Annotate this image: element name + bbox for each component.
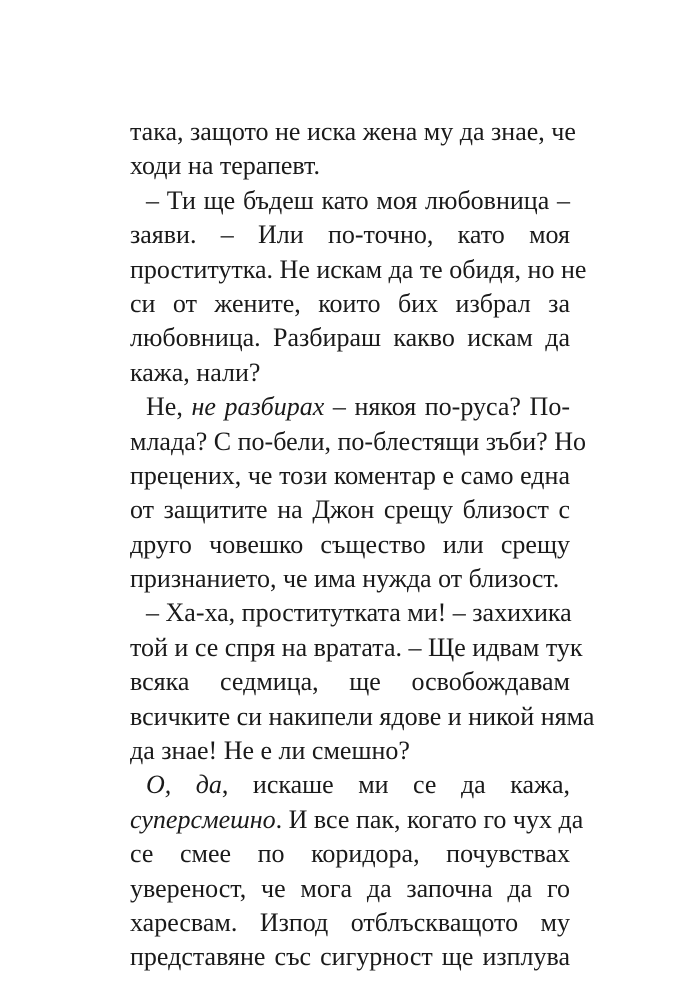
body-text: [130, 115, 595, 975]
text-line: [130, 425, 587, 459]
text-line: [130, 562, 570, 596]
text-run: друго човешко същество или срещу: [130, 529, 570, 559]
text-run: любовница. Разбираш какво искам да: [130, 323, 570, 353]
text-run: проститутка. Не искам да те обидя, но не: [130, 254, 587, 284]
text-run: – някоя по-руса? По-: [324, 392, 570, 422]
text-run: така, защото не иска жена му да знае, че: [130, 117, 576, 146]
text-line: [130, 184, 570, 218]
text-line: [130, 115, 576, 149]
text-run: – Ти ще бъдеш като моя любовница –: [146, 185, 570, 215]
text-run: той и се спря на вратата. – Ще идвам тук: [130, 632, 583, 662]
text-line: [130, 149, 570, 183]
text-line: [130, 837, 570, 871]
text-line: [130, 321, 570, 355]
text-run: всичките си накипели ядове и никой няма: [130, 701, 595, 731]
text-run: прецених, че този коментар е само една: [130, 460, 570, 490]
text-run: си от жените, които бих избрал за: [130, 288, 570, 318]
italic-text: О, да: [146, 770, 222, 800]
text-line: [130, 596, 570, 630]
text-line: [130, 493, 570, 527]
text-run: , искаше ми се да кажа,: [221, 770, 570, 800]
text-run: се смее по коридора, почувствах: [130, 839, 570, 869]
text-line: [130, 356, 570, 390]
text-line: [130, 253, 587, 287]
text-line: [130, 287, 570, 321]
text-run: от защитите на Джон срещу близост с: [130, 495, 570, 525]
italic-text: суперсмешно: [130, 804, 276, 834]
text-run: всяка седмица, ще освобождавам: [130, 667, 570, 697]
text-run: кажа, нали?: [130, 357, 261, 387]
text-run: млада? С по-бели, по-блестящи зъби? Но: [130, 426, 587, 456]
text-line: [130, 940, 570, 974]
text-run: харесвам. Изпод отблъскващото му: [130, 907, 570, 937]
text-run: да знае! Не е ли смешно?: [130, 736, 410, 766]
text-run: Не,: [146, 392, 192, 422]
text-line: [130, 768, 570, 802]
text-line: [130, 390, 570, 424]
text-run: ходи на терапевт.: [130, 151, 320, 181]
text-line: [130, 631, 583, 665]
text-run: – Ха-ха, проститутката ми! – захихика: [146, 598, 572, 628]
text-run: представяне със сигурност ще изплува: [130, 942, 570, 972]
text-run: признанието, че има нужда от близост.: [130, 564, 560, 594]
text-line: [130, 665, 570, 699]
text-line: [130, 218, 570, 252]
text-run: заяви. – Или по-точно, като моя: [130, 220, 570, 250]
text-run: . И все пак, когато го чух да: [275, 804, 584, 834]
italic-text: не разбирах: [191, 392, 325, 422]
text-run: увереност, че мога да започна да го: [130, 873, 570, 903]
text-line: [130, 803, 584, 837]
text-line: [130, 734, 570, 768]
text-line: [130, 906, 570, 940]
text-line: [130, 872, 570, 906]
text-line: [130, 528, 570, 562]
text-line: [130, 700, 595, 734]
text-line: [130, 459, 570, 493]
